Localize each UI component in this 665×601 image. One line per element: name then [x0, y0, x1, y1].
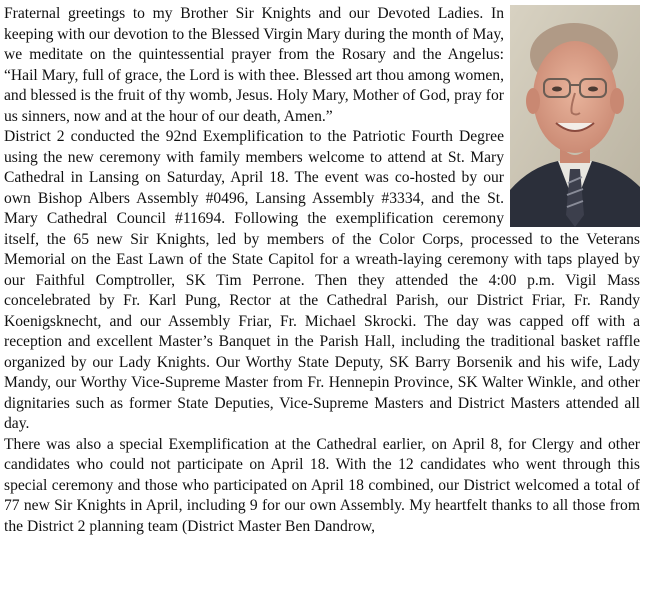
article — [4, 4, 640, 537]
paragraph-special-exemplification: There was also a special Exemplification at the Cathedral earlier, on April 8, for Clergy and other candidates who could not participate on April 18. With the 12 candidates who went through this special ceremony and those who participated on April 18 combined, our District welcomed a total of 77 new Sir Knights in April, including 9 for our own Assembly. My heartfelt thanks to all those from the District 2 planning team (District Master Ben Dandrow, — [4, 435, 640, 535]
paragraph-exemplification: District 2 conducted the 92nd Exemplification to the Patriotic Fourth Degree using the new ceremony with family members welcome to attend at St. Mary Cathedral in Lansing on Saturday, April 18. The event was co-hosted by our own Bishop Albers Assembly #0496, Lansing Assembly #3334, and the St. Mary Cathedral Council #11694. Following the exemplification ceremony itself, the 65 new Sir Knights, led by members of the Color Corps, processed to the Veterans Memorial on the East Lawn of the State Capitol for a wreath-laying ceremony with taps played by our Faithful Comptroller, SK Tim Perrone. Then they attended the 4:00 p.m. Vigil Mass concelebrated by Fr. Karl Pung, Rector at the Cathedral Parish, our District Friar, Fr. Randy Koenigsknecht, and our Assembly Friar, Fr. Michael Skrocki. The day was capped off with a reception and excellent Master’s Banquet in the Parish Hall, including the traditional basket raffle organized by our Lady Knights. Our Worthy State Deputy, SK Barry Borsenik and his wife, Lady Mandy, our Worthy Vice-Supreme Master from Fr. Hennepin Province, SK Walter Winkle, and other dignitaries such as former State Deputies, Vice-Supreme Masters and District Masters attended all day. — [4, 128, 640, 432]
portrait-photo — [510, 5, 640, 227]
paragraph-greeting: Fraternal greetings to my Brother Sir Knights and our Devoted Ladies. In keeping with our devotion to the Blessed Virgin Mary during the month of May, we meditate on the quintessential prayer from the Rosary and the Angelus: “Hail Mary, full of grace, the Lord is with thee. Blessed art thou among women, and blessed is the fruit of thy womb, Jesus. Holy Mary, Mother of God, pray for us sinners, now and at the hour of our death, Amen.” — [4, 5, 504, 125]
